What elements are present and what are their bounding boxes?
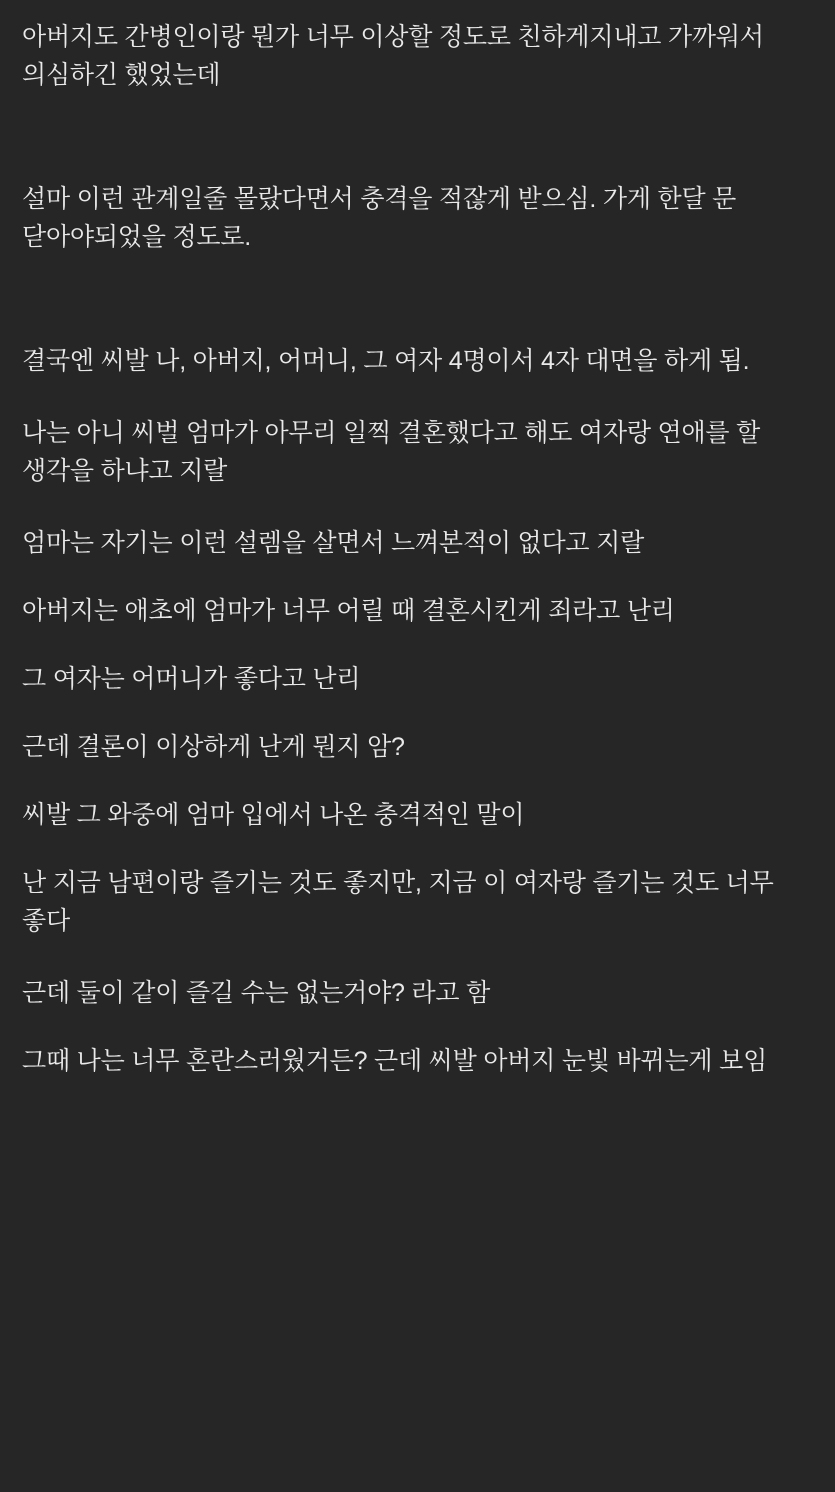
- post-paragraph: 아버지는 애초에 엄마가 너무 어릴 때 결혼시킨게 죄라고 난리: [22, 597, 675, 625]
- post-paragraph: 근데 둘이 같이 즐길 수는 없는거야? 라고 함: [22, 979, 491, 1007]
- post-paragraph: 아버지도 간병인이랑 뭔가 너무 이상할 정도로 친하게지내고 가까워서 의심하긴 했었는데: [22, 23, 771, 89]
- post-paragraph: 나는 아니 씨벌 엄마가 아무리 일찍 결혼했다고 해도 여자랑 연애를 할 생각을 하냐고 지랄: [22, 419, 767, 485]
- post-paragraph: 결국엔 씨발 나, 아버지, 어머니, 그 여자 4명이서 4자 대면을 하게 됨.: [22, 347, 750, 375]
- post-paragraph: 그때 나는 너무 혼란스러웠거든? 근데 씨발 아버지 눈빛 바뀌는게 보임: [22, 1047, 768, 1075]
- post-paragraph: 엄마는 자기는 이런 설렘을 살면서 느껴본적이 없다고 지랄: [22, 529, 645, 557]
- post-paragraph: 그 여자는 어머니가 좋다고 난리: [22, 665, 361, 693]
- post-paragraph: 씨발 그 와중에 엄마 입에서 나온 충격적인 말이: [22, 801, 525, 829]
- post-paragraph: 설마 이런 관계일줄 몰랐다면서 충격을 적잖게 받으심. 가게 한달 문 닫아야되었을 정도로.: [22, 185, 743, 251]
- post-paragraph: 난 지금 남편이랑 즐기는 것도 좋지만, 지금 이 여자랑 즐기는 것도 너무 좋다: [22, 869, 781, 935]
- post-paragraph: 근데 결론이 이상하게 난게 뭔지 암?: [22, 733, 405, 761]
